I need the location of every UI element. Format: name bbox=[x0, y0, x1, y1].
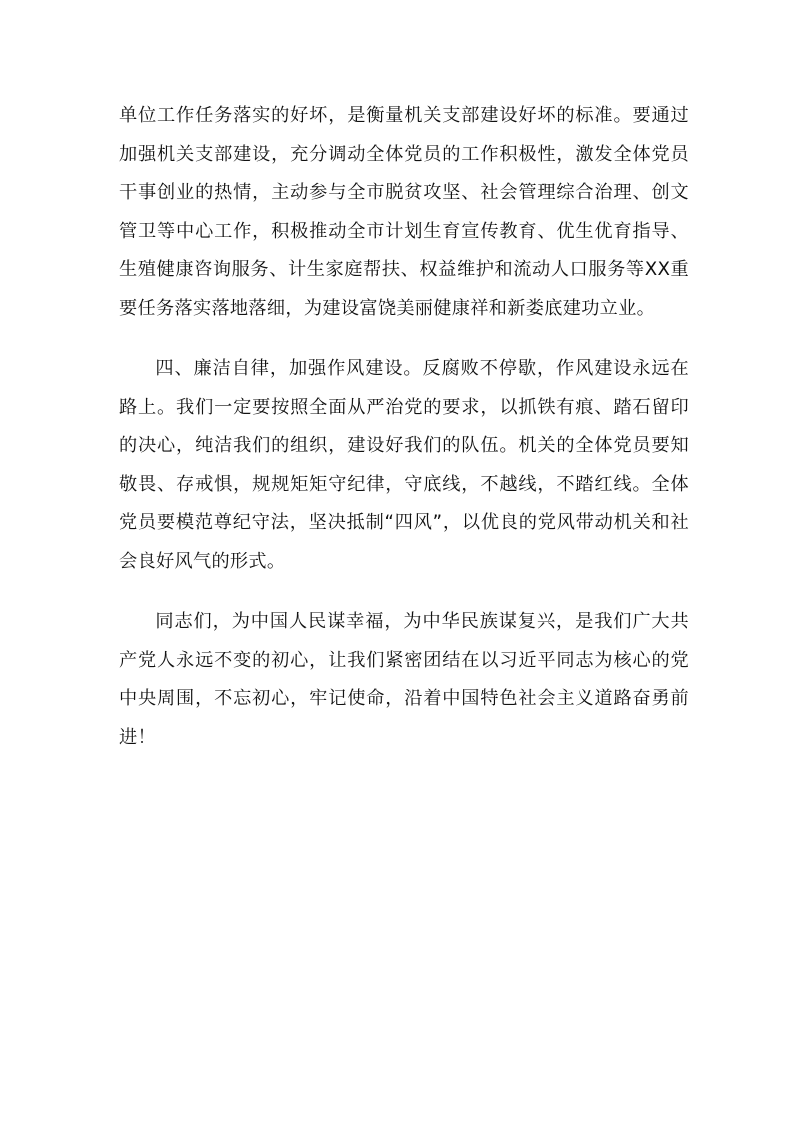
paragraph-task-implementation: 单位工作任务落实的好坏，是衡量机关支部建设好坏的标准。要通过加强机关支部建设，充分调动全体党员的工作积极性，激发全体党员干事创业的热情，主动参与全市脱贫攻坚、社会管理综合治理、创文管卫等中心工作，积极推动全市计划生育宣传教育、优生优育指导、生殖健康咨询服务、计生家庭帮扶、权益维护和流动人口服务等XX重要任务落实落地落细，为建设富饶美丽健康祥和新娄底建功立业。 bbox=[119, 105, 689, 319]
paragraph-integrity-self-discipline: 四、廉洁自律，加强作风建设。反腐败不停歇，作风建设永远在路上。我们一定要按照全面从严治党的要求，以抓铁有痕、踏石留印的决心，纯洁我们的组织，建设好我们的队伍。机关的全体党员要知敬畏、存戒惧，规规矩矩守纪律，守底线，不越线，不踏红线。全体党员要模范尊纪守法，坚决抵制“四风”，以优良的党风带动机关和社会良好风气的形式。 bbox=[119, 358, 689, 572]
document-body bbox=[119, 97, 689, 757]
paragraph-closing-remarks: 同志们，为中国人民谋幸福，为中华民族谋复兴，是我们广大共产党人永远不变的初心，让我们紧密团结在以习近平同志为核心的党中央周围，不忘初心，牢记使命，沿着中国特色社会主义道路奋勇前进！ bbox=[119, 611, 689, 748]
